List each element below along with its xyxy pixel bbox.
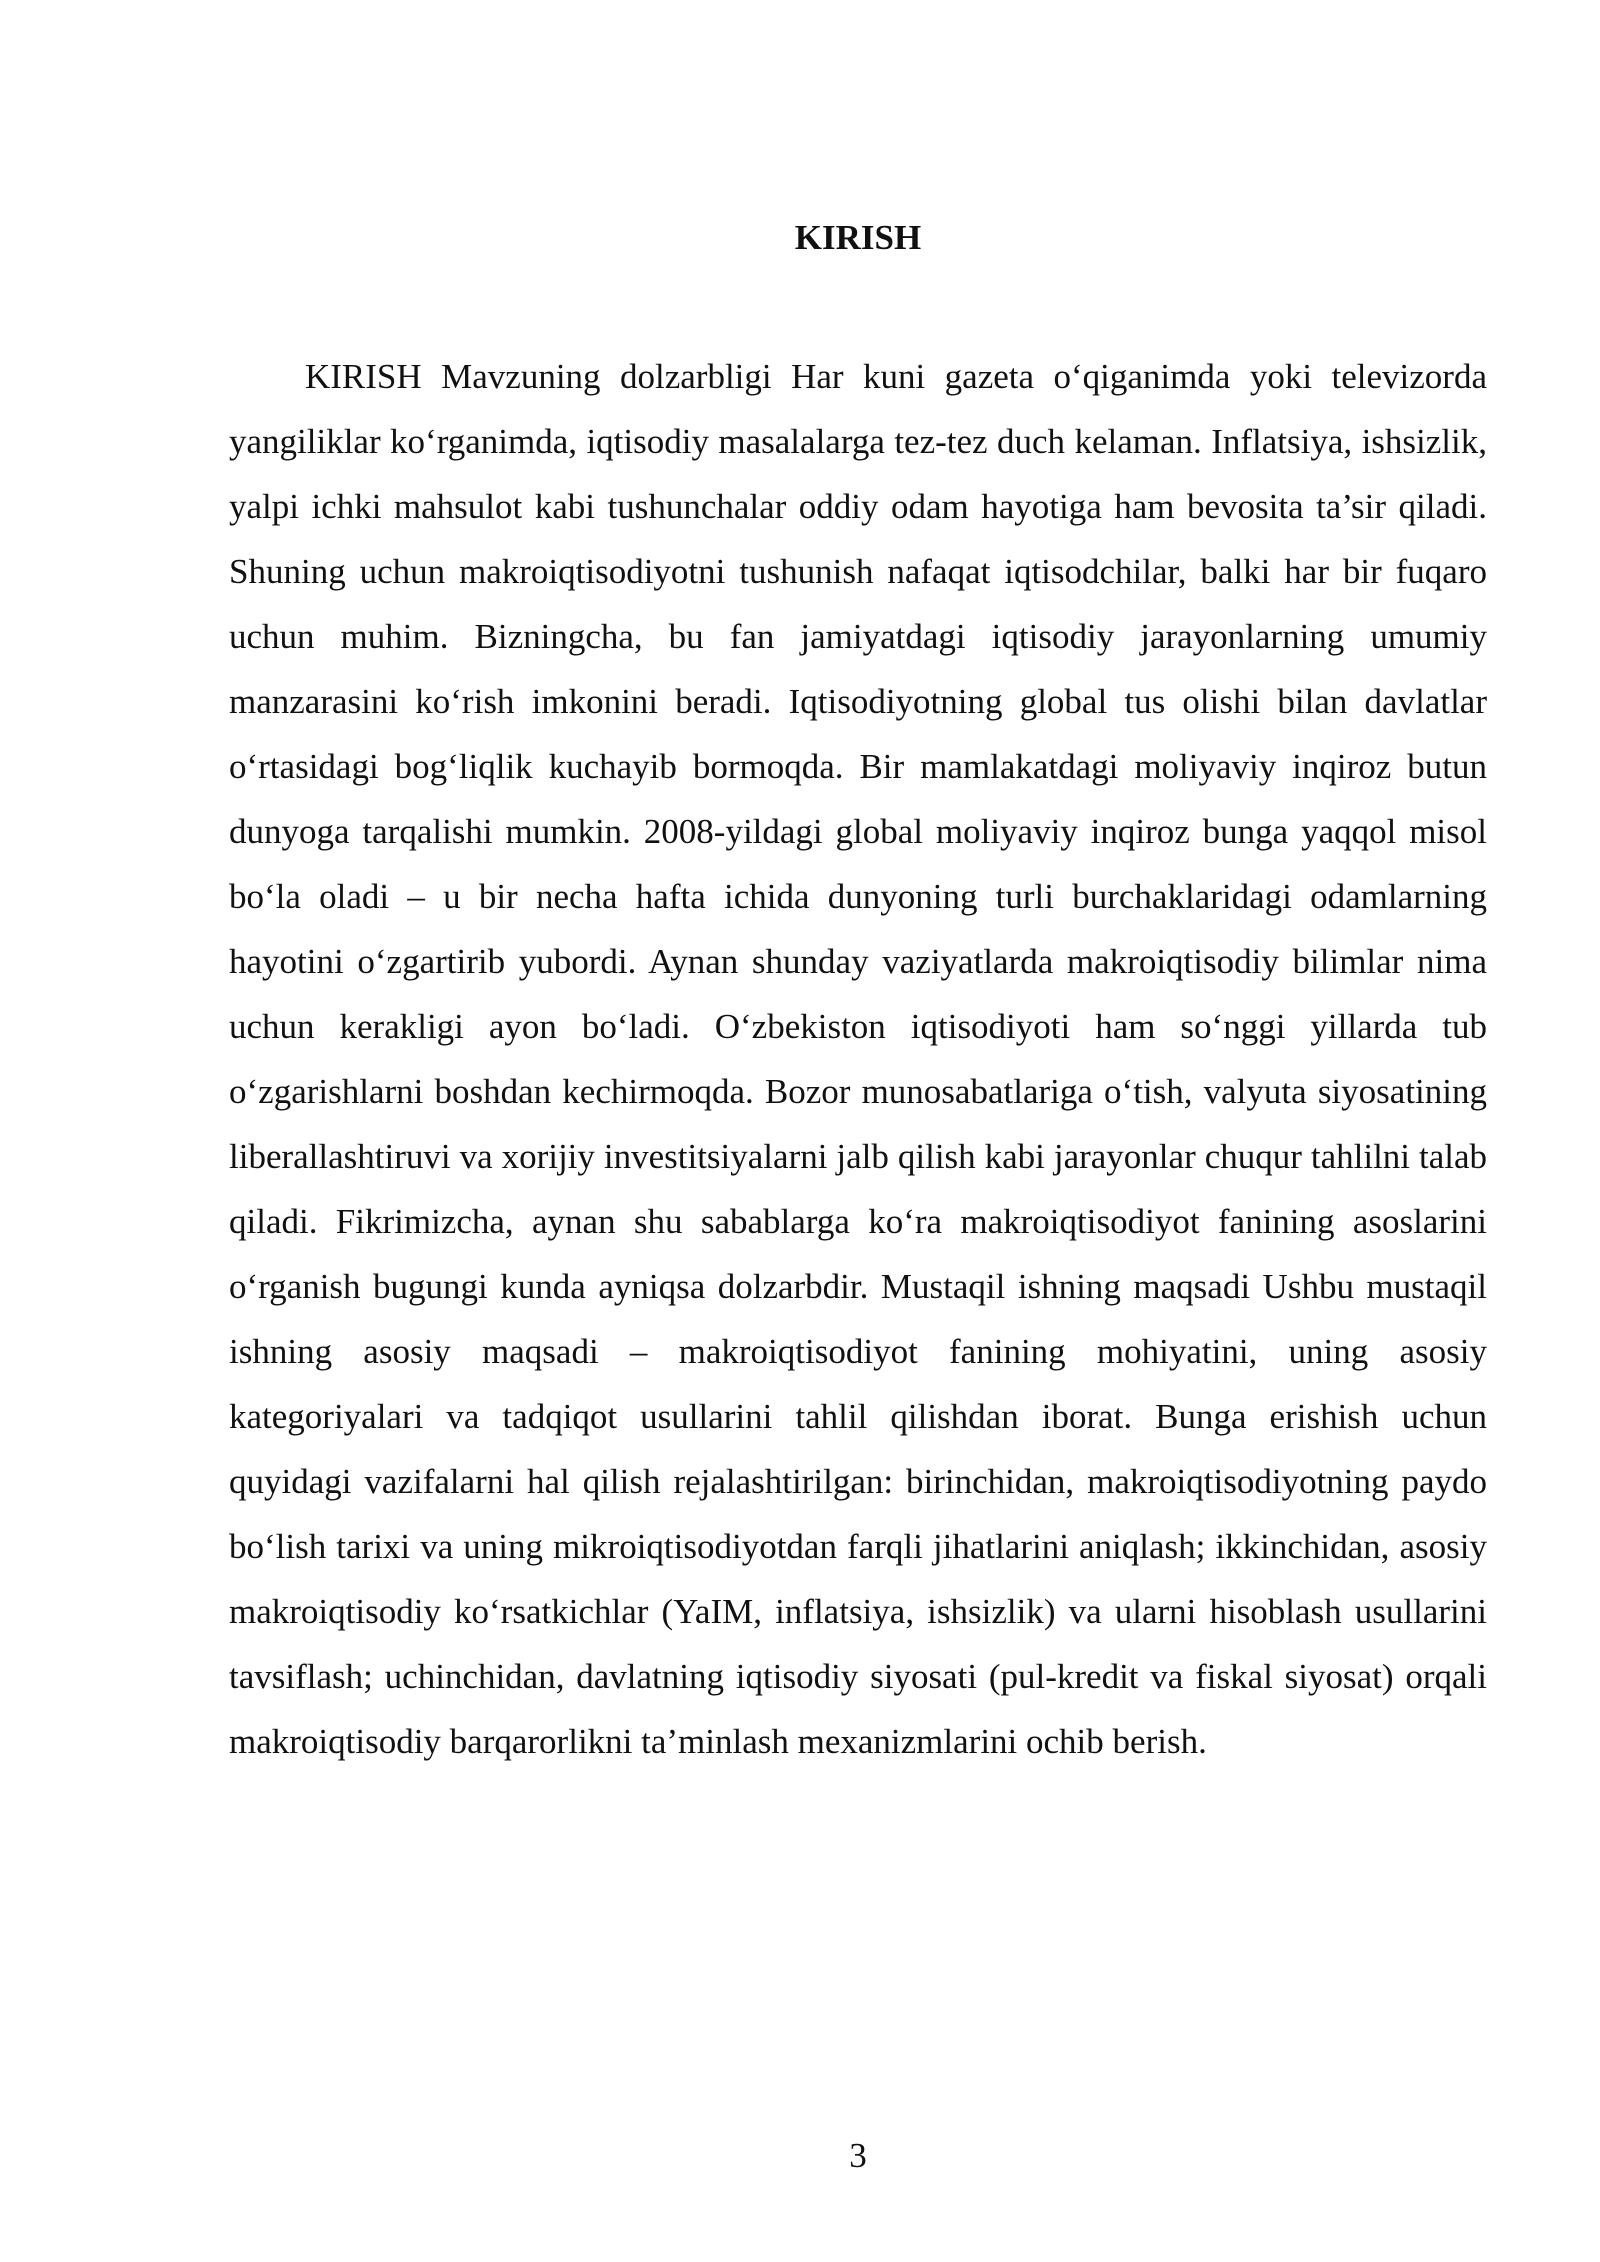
page-number: 3 [849,2136,867,2175]
body-paragraph: KIRISH Mavzuning dolzarbligi Har kuni gazeta o‘qiganimda yoki televizorda yangiliklar ko‘rganimda, iqtisodiy masalalarga tez-tez duch kelaman. Inflatsiya, ishsizlik, yalpi ichki mahsulot kabi tushunchalar oddiy odam hayotiga ham bevosita ta’sir qiladi. Shuning uchun makroiqtisodiyotni tushunish nafaqat iqtisodchilar, balki har bir fuqaro uchun muhim. Bizningcha, bu fan jamiyatdagi iqtisodiy jarayonlarning umumiy manzarasini ko‘rish imkonini beradi. Iqtisodiyotning global tus olishi bilan davlatlar o‘rtasidagi bog‘liqlik kuchayib bormoqda. Bir mamlakatdagi moliyaviy inqiroz butun dunyoga tarqalishi mumkin. 2008-yildagi global moliyaviy inqiroz bunga yaqqol misol bo‘la oladi – u bir necha hafta ichida dunyoning turli burchaklaridagi odamlarning hayotini o‘zgartirib yubordi. Aynan shunday vaziyatlarda makroiqtisodiy bilimlar nima uchun kerakligi ayon bo‘ladi. O‘zbekiston iqtisodiyoti ham so‘nggi yillarda tub o‘zgarishlarni boshdan kechirmoqda. Bozor munosabatlariga o‘tish, valyuta siyosatining liberallashtiruvi va xorijiy investitsiyalarni jalb qilish kabi jarayonlar chuqur tahlilni talab qiladi. Fikrimizcha, aynan shu sabablarga ko‘ra makroiqtisodiyot fanining asoslarini o‘rganish bugungi kunda ayniqsa dolzarbdir. Mustaqil ishning maqsadi Ushbu mustaqil ishning asosiy maqsadi – makroiqtisodiyot fanining mohiyatini, uning asosiy kategoriyalari va tadqiqot usullarini tahlil qilishdan iborat. Bunga erishish uchun quyidagi vazifalarni hal qilish rejalashtirilgan: birinchidan, makroiqtisodiyotning paydo bo‘lish tarixi va uning mikroiqtisodiyotdan farqli jihatlarini aniqlash; ikkinchidan, asosiy makroiqtisodiy ko‘rsatkichlar (YaIM, inflatsiya, ishsizlik) va ularni hisoblash usullarini tavsiflash; uchinchidan, davlatning iqtisodiy siyosati (pul-kredit va fiskal siyosat) orqali makroiqtisodiy barqarorlikni ta’minlash mexanizmlarini ochib berish. [229,357,1487,1761]
section-heading: KIRISH [794,218,922,257]
